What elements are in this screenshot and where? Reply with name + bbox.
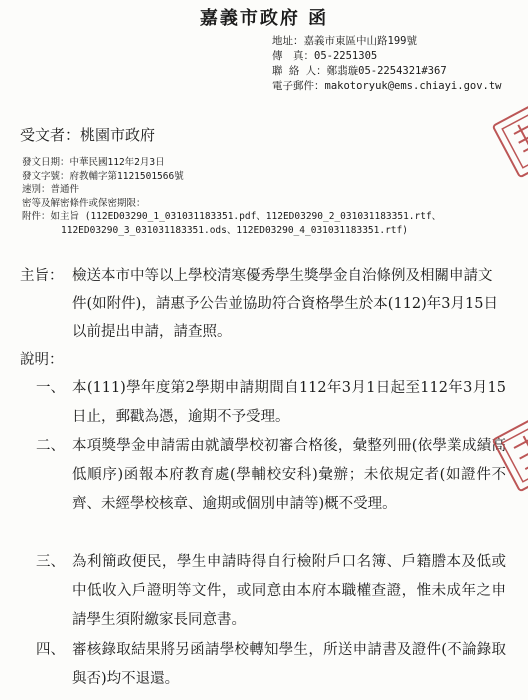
item-text: 本(111)學年度第2學期申請期間自112年3月1日起至112年3月15日止，郵戳為憑，逾期不予受理。 [72,380,506,425]
recipient: 受文者：桃園市政府 [20,126,156,144]
explanation-item [36,548,506,635]
item-number: 三、 [36,554,65,570]
subject-paragraph [20,262,504,346]
item-number: 二、 [36,438,65,454]
sender-email: 電子郵件：makotoryuk@ems.chiayi.gov.tw [272,80,502,92]
issue-date: 發文日期：中華民國112年2月3日 [22,157,165,168]
item-number: 四、 [36,642,65,658]
item-text: 審核錄取結果將另函請學校轉知學生，所送申請書及證件(不論錄取與否)均不退還。 [72,642,506,687]
sender-contact-person: 聯 絡 人：鄭翡璇05-2254321#367 [272,65,447,77]
sender-address: 地址：嘉義市東區中山路199號 [272,35,417,47]
security-level: 密等及解密條件或保密期限： [22,197,146,209]
document-title: 嘉義市政府 函 [199,8,329,29]
subject-label: 主旨： [20,268,64,284]
delivery-speed: 速別：普通件 [22,184,80,195]
sender-fax: 傳 真：05-2251305 [272,50,378,62]
subject-text: 檢送本市中等以上學校清寒優秀學生獎學金自治條例及相關申請文件(如附件)，請惠予公告並協助符合資格學生於本(112)年3月15日以前提出申請，請查照。 [72,268,498,340]
sender-contact-block [272,34,512,94]
explanation-item [36,374,506,432]
document-meta [22,156,510,237]
explanation-item [36,636,506,694]
attachment-list-continued[interactable]: 112ED03290_3_031031183351.ods、112ED03290_4_031031183351.rtf) [61,224,408,236]
item-text: 本項獎學金申請需由就讀學校初審合格後，彙整列冊(依學業成績高低順序)函報本府教育處(學輔校安科)彙辦；未依規定者(如證件不齊、未經學校核章、逾期或個別申請等)概不受理。 [72,438,506,512]
explanation-item [36,432,506,519]
item-text: 為利簡政便民，學生申請時得自行檢附戶口名簿、戶籍謄本及低或中低收入戶證明等文件，或同意由本府本職權查證，惟未成年之申請學生須附繳家長同意書。 [72,554,506,628]
attachment-list[interactable]: 附件：如主旨 (112ED03290_1_031031183351.pdf、112ED03290_2_031031183351.rtf、 [22,211,442,222]
item-number: 一、 [36,380,65,396]
explanation-label: 說明： [20,352,64,368]
document-number: 發文字號：府教輔字第1121501566號 [22,170,184,182]
